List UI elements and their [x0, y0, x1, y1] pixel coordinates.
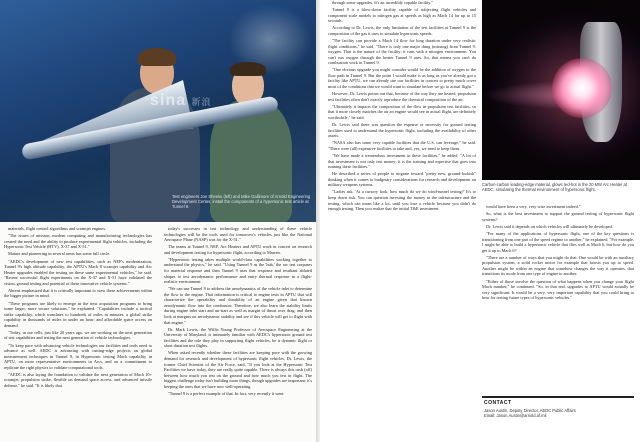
contact-name: Jason Austin, Deputy Director, AEDC Public Affairs: [484, 408, 576, 413]
contact-box: [482, 396, 634, 438]
paragraph: When asked recently whether these facilities are keeping pace with the growing demand for research and development of hypersonic flight vehicles, Dr. Lewis, the former Chief Scientist of the Air Force, said, "If you look at the Hypersonic Test Facilities we have today, they are really quite capable. There is always this rush (off) between how much you test on the ground and how much you test in flight. The biggest challenge today isn't building more things, though upgrades are important; it's keeping the ones that we have now well-operating.: [164, 350, 312, 389]
engineer-hair-left: [138, 48, 176, 66]
watermark-text: sina: [150, 92, 187, 109]
paragraph: through some upgrades. It's an incredibly capable facility.": [332, 0, 433, 5]
paragraph: "AEDC's development of new test capabilities, such as NEF's modernization, Tunnel 9's high altitude capability, the APTU's Mach 8 scramjet capability and Arc Heater upgrades enabled the testing on these same experimental vehicles," he said. "Recent successful flight experiments on the X-37 and X-51 have validated the vision, ground testing and potential of these innovative vehicle systems.": [4, 258, 152, 286]
paragraph: "These programs are likely to emerge as the next acquisition programs to bring some larger, more secure solutions," he explained. "Capabilities include a tactical strike capability, which translates to hundreds of miles in minutes, a global strike capability in thousands of miles in under an hour; and affordable space access on demand.: [4, 300, 152, 328]
hot-glow: [552, 58, 612, 118]
paragraph: "The facility can provide a Mach 14 flow for long duration under very realistic flight conditions," he said. "There is only one major thing (missing) from Tunnel 9: oxygen. That is the nature of the facility; it runs with a nitrogen environment. You can't run oxygen through the heater Tunnel 9 uses. So, that means you can't do combustion work in Tunnel 9.: [328, 38, 476, 66]
left-column-1: [4, 226, 152, 442]
left-page-columns: [0, 226, 316, 442]
paragraph: "Ladies ask, 'At a cursory look, how much do we do wind-tunnel testing?' It's to keep down risk. You can question investing the money in the infrastructure and the testing, which can mean like a lot, until you lose a vehicle because you didn't do enough testing. Then you realize that the initial T&E investment: [328, 189, 476, 212]
paragraph: He described a series of people to migrate toward "pretty new, ground-lookish" thinking when it comes to budgetary considerations for research and development on military weapons systems.: [328, 171, 476, 188]
paragraph: "Hypersonic testing takes multiple world-class capabilities working together to understand the physics," he said. "Using Tunnel 9 as the 'hub,' the arc test corpuses for material response and then Tunnel 9 uses that response and resultant ablated shapes to test aerodynamic performance and entry thermal response in a flight-realistic environment.: [164, 256, 312, 285]
paragraph: materials, flight control algorithms and scramjet engines.: [8, 226, 107, 231]
engineers-photo: [0, 0, 316, 222]
paragraph: "For many of the applications of hypersonic flight, one of the key questions is transitioning from one part of the speed regime to another," he explained. "For example, I might be able to build a hypersonic vehicle that flies well at Mach 6, but how do you get it up to Mach 6?: [482, 230, 634, 253]
paragraph: "To keep pace with advancing vehicle technologies our facilities and tools need to advance as well. AEDC is advancing with cutting-edge projects on global measurement techniques in Tunnel 9, in Hypersonic testing Mach capability in APTU, on more representative environments in Arcs, and on a commitment to replicate the right physics to validate computational tools.: [4, 342, 152, 370]
paragraph: "We have made a tremendous investment in these facilities," he added. "A lot of that investment is not only test money; it is the training and expertise that goes into running these facilities.": [328, 153, 476, 170]
paragraph: "Today, in our cells, just like 20 years ago, we are working on the next generation of test capabilities and testing the next generation of vehicle technologies.: [4, 329, 152, 341]
paragraph: Tunnel 9 is a blow-down facility capable of subjecting flight vehicles and component scale models to nitrogen gas at speeds as high as Mach 14 for up to 15 seconds.: [328, 7, 476, 24]
left-page: [0, 0, 316, 442]
arc-heater-caption: Carbon-carbon leading-edge material, glows red-hot in the 20 MW Arc Heater at AEDC, simulating the thermal environment of hypersonic flight.: [482, 182, 627, 192]
paragraph: "We can use Tunnel 9 to address the aerodynamics of the vehicle inlet to determine the flow to the engine. That information is critical to engine tests in APTU that will characterize the operability and durability of an engine given that known aerodynamic flow into the combustor. Therefore, we also learn the stability limits during engine inlet start and un-start as well as margin of thrust over drag, and then look at margins on aerodynamic stability and see if this vehicle will get to flight with that engine.": [164, 286, 312, 325]
paragraph: "Tunnel 9 is a perfect example of that. In fact, very recently it went: [168, 390, 284, 396]
paragraph: "AEDC is also laying the foundation to validate the next generation of Mach 10+ scramjet, propulsion strike, flexible on demand space access, and advanced missile defense," he said. "It is likely that: [4, 371, 152, 388]
paragraph: Ahrens emphasized that it is critically important to view these achievements within the bigger picture in mind.: [4, 287, 152, 299]
contact-heading: CONTACT: [484, 400, 512, 406]
photo-caption: Test engineers Joe Sheeks (left) and Mike Gallimore of Arnold Engineering Development Center, install the components of a hypersonic test article at Tunnel 9.: [172, 194, 311, 210]
paragraph: The teams at Tunnel 9, NEF, Arc Heaters and APTU work in concert on research and development testing for hypersonic flight, according to Marren.: [164, 244, 312, 255]
right-column-2: [482, 204, 634, 392]
left-column-2: [164, 226, 312, 442]
paragraph: "The issues of mission, modern computing and manufacturing technologies has created the need and the ability to produce experimental flight vehicles, including the Hypersonic Test Vehicle (HTV), X-37 and X-51.": [4, 233, 152, 250]
paragraph: "Ultimately it impacts the composition of the flow in propulsion test facilities, so that it more closely matches the air an engine would see in actual flight, are definitely worthwhile," he said.: [328, 103, 476, 120]
paragraph: Dr. Lewis said there was question the expense or necessity for ground testing facilities used to understand the hypersonic flight, including the availability of other assets.: [328, 122, 476, 139]
paragraph: However, Dr. Lewis points out that, because of the way they are heated, propulsion test facilities often don't exactly reproduce the chemical composition of the air.: [328, 91, 476, 102]
paragraph: Dr. Lewis said it depends on which vehicles will ultimately be developed.: [486, 223, 613, 229]
paragraph: "One obvious upgrade you might consider would be the addition of oxygen to the flow path in Tunnel 9. But the point I would make is as long as you've already got a facility like APTU, we can already use our facilities in concert to pretty much cover most of the conditions that we would want to simulate before we go to actual flight.": [328, 67, 476, 90]
paragraph: So, what is the best investment to support the ground testing of hypersonic flight systems?: [482, 211, 634, 222]
paragraph: "There are a number of ways that you might do that. One would be with an auxiliary propulsion system, a solid rocket motor for example that boosts you up to speed. Another might be within an engine that somehow changes the way it operates, that transitions its mode from one type of engine to another.: [482, 254, 634, 277]
contact-email[interactable]: Email: Jason.Austin@arnold.af.mil: [484, 413, 547, 419]
watermark: [150, 92, 211, 110]
engineer-hair-right: [230, 62, 266, 76]
paragraph: "Either of those involve the question of what happens when you change your flight Mach number," he continued. "So, in that end, upgrades to APTU would actually be very significant. It would be a very, very important capability that you could bring to bear for testing future types of hypersonic vehicles.": [482, 278, 634, 301]
paragraph: would have been a very, very wise investment indeed.": [486, 204, 581, 209]
paragraph: According to Dr. Lewis, the only limitation of the test facilities at Tunnel 9 is the composition of the gas it uses to simulate hypersonic speeds.: [328, 25, 476, 36]
paragraph: "NASA also has some very capable facilities that the U.S. can leverage," he said. "There were (all) expensive facilities to take and, yes, we need to keep them.: [328, 140, 476, 151]
right-column-1: [328, 0, 476, 442]
paragraph: today's successes in test technology and understanding of these vehicle technologies will be the tools used for tomorrow's vehicles just like the National Aerospace Plane (NASP) was for the X-51.": [164, 226, 312, 243]
watermark-sub: 新浪: [191, 97, 212, 107]
right-page: [320, 0, 640, 442]
paragraph: Dr. Mark Lewis, the Willis Young Professor of Aerospace Engineering at the University of Maryland, is intimately familiar with AEDC's hypersonic ground test facilities and the role they play in supporting flight vehicles, be it dynamic flight or short duration test flights.: [164, 326, 312, 349]
arc-heater-photo: [482, 0, 640, 180]
paragraph: Mature and pioneering in several areas has some full circle.: [8, 251, 111, 257]
